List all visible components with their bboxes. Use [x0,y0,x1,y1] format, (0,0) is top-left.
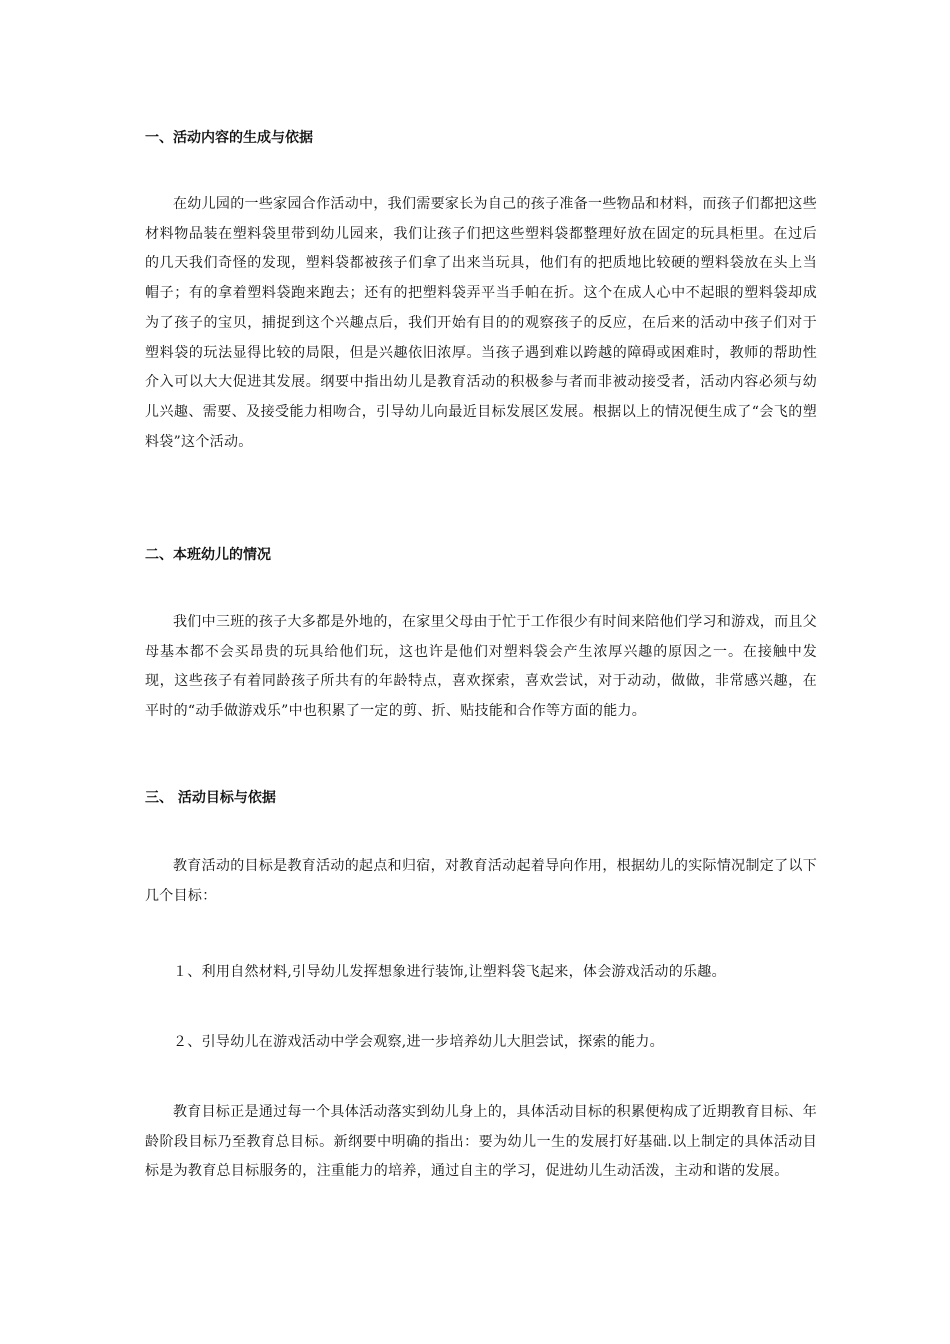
goal-item-1: １、利用自然材料,引导幼儿发挥想象进行装饰,让塑料袋飞起来，体会游戏活动的乐趣。 [173,964,726,980]
section-3-closing-paragraph: 教育目标正是通过每一个具体活动落实到幼儿身上的，具体活动目标的积累便构成了近期教育目标、年龄阶段目标乃至教育总目标。新纲要中明确的指出：要为幼儿一生的发展打好基础.以上制定的具体活动目标是为教育总目标服务的，注重能力的培养，通过自主的学习，促进幼儿生动活泼，主动和谐的发展。 [145,1104,817,1180]
section-1-heading: 一、活动内容的生成与依据 [145,130,313,146]
section-3-heading: 三、 活动目标与依据 [145,790,276,806]
section-3-intro-paragraph: 教育活动的目标是教育活动的起点和归宿，对教育活动起着导向作用，根据幼儿的实际情况制定了以下几个目标： [145,858,817,904]
goal-item-2: ２、引导幼儿在游戏活动中学会观察,进一步培养幼儿大胆尝试，探索的能力。 [173,1034,664,1050]
section-2-paragraph: 我们中三班的孩子大多都是外地的，在家里父母由于忙于工作很少有时间来陪他们学习和游戏，而且父母基本都不会买昂贵的玩具给他们玩，这也许是他们对塑料袋会产生浓厚兴趣的原因之一。在接触中发现，这些孩子有着同龄孩子所共有的年龄特点，喜欢探索，喜欢尝试，对于动动，做做，非常感兴趣，在平时的“动手做游戏乐”中也积累了一定的剪、折、贴技能和合作等方面的能力。 [145,614,817,720]
section-1-paragraph: 在幼儿园的一些家园合作活动中，我们需要家长为自己的孩子准备一些物品和材料，而孩子们都把这些材料物品装在塑料袋里带到幼儿园来，我们让孩子们把这些塑料袋都整理好放在固定的玩具柜里。在过后的几天我们奇怪的发现，塑料袋都被孩子们拿了出来当玩具，他们有的把质地比较硬的塑料袋放在头上当帽子；有的拿着塑料袋跑来跑去；还有的把塑料袋弄平当手帕在折。这个在成人心中不起眼的塑料袋却成为了孩子的宝贝，捕捉到这个兴趣点后，我们开始有目的的观察孩子的反应，在后来的活动中孩子们对于塑料袋的玩法显得比较的局限，但是兴趣依旧浓厚。当孩子遇到难以跨越的障碍或困难时，教师的帮助性介入可以大大促进其发展。纲要中指出幼儿是教育活动的积极参与者而非被动接受者，活动内容必须与幼儿兴趣、需要、及接受能力相吻合，引导幼儿向最近目标发展区发展。根据以上的情况便生成了“会飞的塑料袋”这个活动。 [145,196,817,450]
section-2-heading: 二、本班幼儿的情况 [145,547,271,563]
